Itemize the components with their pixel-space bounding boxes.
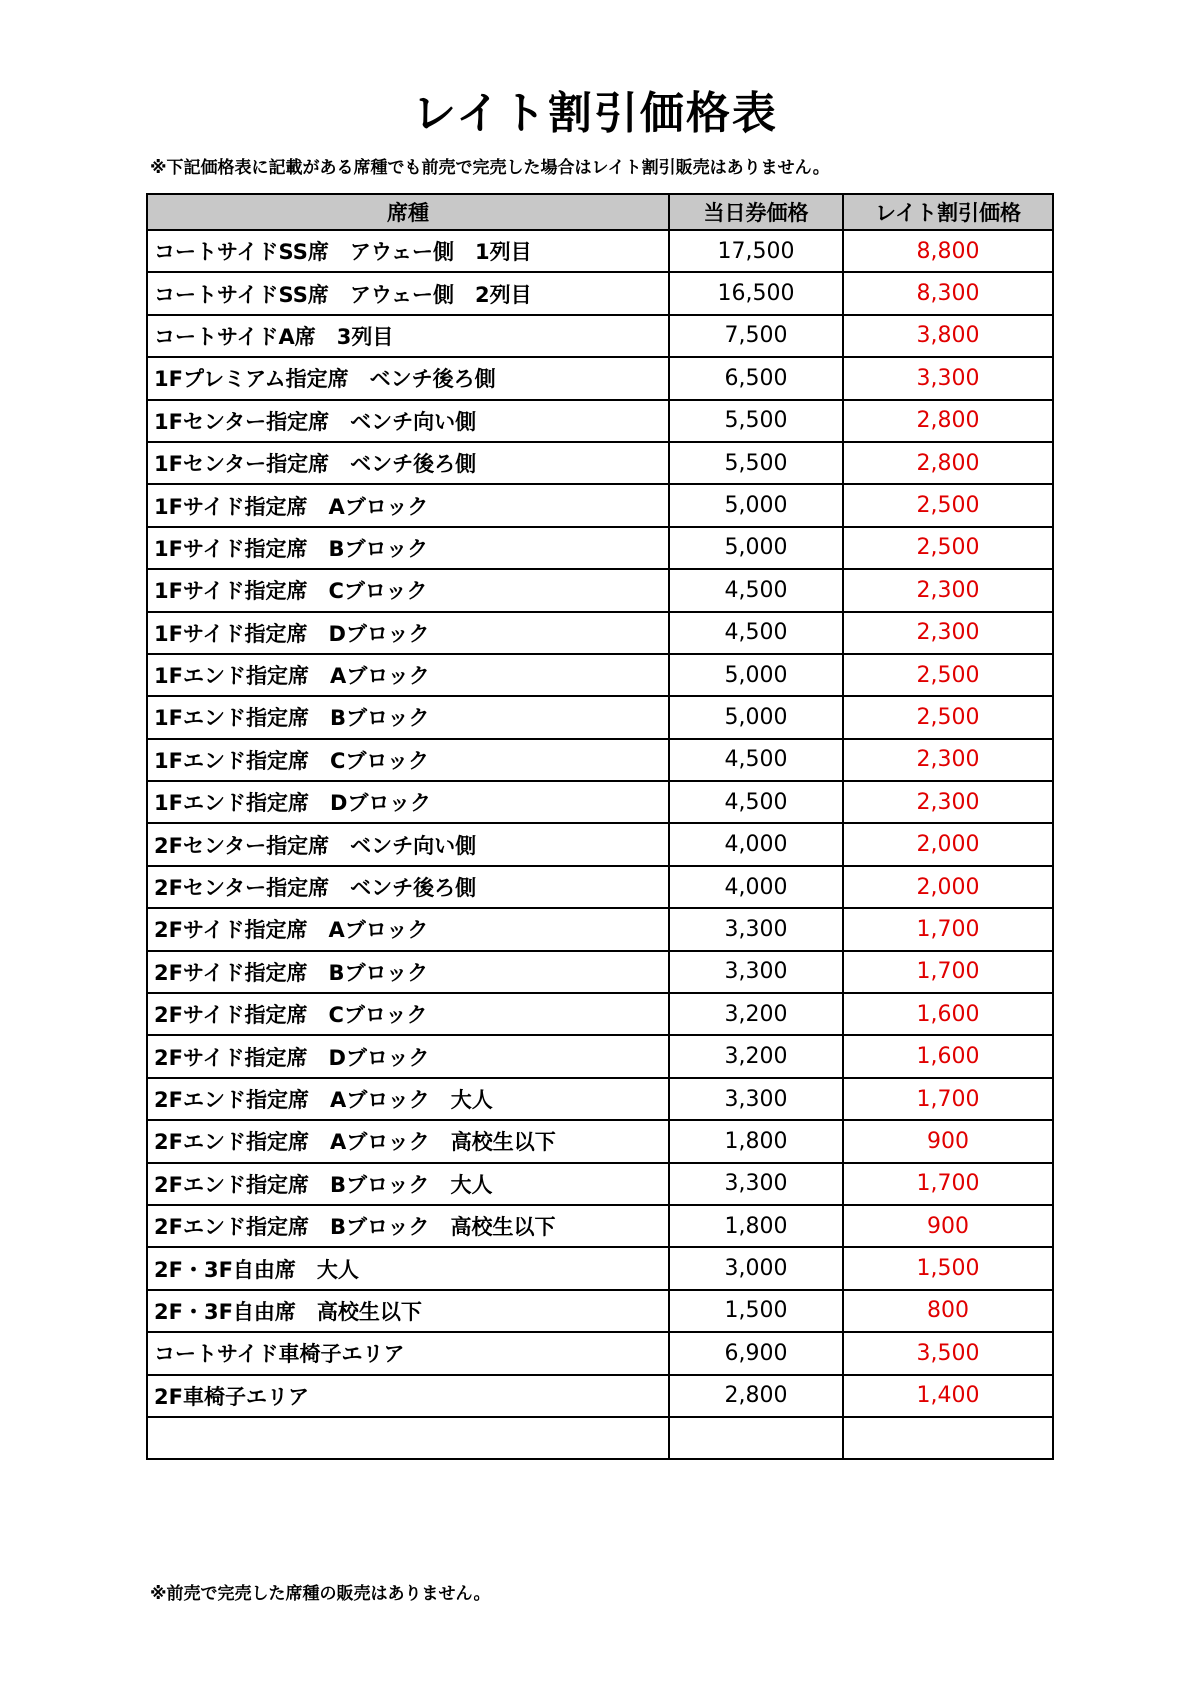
seat-type-cell: 2Fセンター指定席 ベンチ向い側 xyxy=(147,823,669,865)
seat-type-cell: 1Fプレミアム指定席 ベンチ後ろ側 xyxy=(147,357,669,399)
late-price-cell: 8,800 xyxy=(843,230,1053,272)
day-price-cell: 3,200 xyxy=(669,993,843,1035)
day-price-cell: 1,800 xyxy=(669,1205,843,1247)
late-price-cell: 900 xyxy=(843,1205,1053,1247)
table-row xyxy=(147,400,1053,442)
late-price-cell: 3,300 xyxy=(843,357,1053,399)
table-row xyxy=(147,315,1053,357)
header-seat-type: 席種 xyxy=(147,194,669,230)
table-row xyxy=(147,442,1053,484)
footer-note: ※前売で完売した席種の販売はありません。 xyxy=(150,1584,491,1604)
day-price-cell: 3,200 xyxy=(669,1035,843,1077)
late-price-cell: 2,500 xyxy=(843,484,1053,526)
day-price-cell: 4,500 xyxy=(669,612,843,654)
day-price-cell: 3,300 xyxy=(669,1163,843,1205)
day-price-cell: 3,300 xyxy=(669,908,843,950)
day-price-cell: 5,000 xyxy=(669,527,843,569)
seat-type-cell: 2Fエンド指定席 Aブロック 高校生以下 xyxy=(147,1120,669,1162)
day-price-cell: 17,500 xyxy=(669,230,843,272)
table-row xyxy=(147,696,1053,738)
table-row xyxy=(147,230,1053,272)
late-price-cell: 2,300 xyxy=(843,612,1053,654)
header-late-price: レイト割引価格 xyxy=(843,194,1053,230)
day-price-cell: 5,000 xyxy=(669,654,843,696)
late-price-cell: 1,600 xyxy=(843,993,1053,1035)
day-price-cell: 1,500 xyxy=(669,1290,843,1332)
table-row xyxy=(147,1332,1053,1374)
late-price-cell: 2,800 xyxy=(843,400,1053,442)
late-price-cell: 1,700 xyxy=(843,951,1053,993)
seat-type-cell: 1Fサイド指定席 Dブロック xyxy=(147,612,669,654)
late-price-cell: 2,000 xyxy=(843,866,1053,908)
seat-type-cell: 2Fサイド指定席 Dブロック xyxy=(147,1035,669,1077)
late-price-cell: 900 xyxy=(843,1120,1053,1162)
late-price-cell: 2,000 xyxy=(843,823,1053,865)
day-price-cell: 1,800 xyxy=(669,1120,843,1162)
seat-type-cell: 2Fエンド指定席 Bブロック 大人 xyxy=(147,1163,669,1205)
seat-type-cell: 2Fエンド指定席 Aブロック 大人 xyxy=(147,1078,669,1120)
day-price-cell xyxy=(669,1417,843,1459)
seat-type-cell: 2Fセンター指定席 ベンチ後ろ側 xyxy=(147,866,669,908)
table-row xyxy=(147,1375,1053,1417)
table-row xyxy=(147,866,1053,908)
day-price-cell: 7,500 xyxy=(669,315,843,357)
table-row xyxy=(147,1417,1053,1459)
table-row xyxy=(147,612,1053,654)
seat-type-cell xyxy=(147,1417,669,1459)
day-price-cell: 2,800 xyxy=(669,1375,843,1417)
day-price-cell: 5,000 xyxy=(669,696,843,738)
late-price-cell: 2,500 xyxy=(843,654,1053,696)
table-row xyxy=(147,1120,1053,1162)
seat-type-cell: コートサイドSS席 アウェー側 2列目 xyxy=(147,272,669,314)
late-price-cell: 1,700 xyxy=(843,1078,1053,1120)
day-price-cell: 4,500 xyxy=(669,781,843,823)
late-price-cell: 2,300 xyxy=(843,781,1053,823)
table-row xyxy=(147,1205,1053,1247)
table-row xyxy=(147,1247,1053,1289)
late-price-cell: 1,600 xyxy=(843,1035,1053,1077)
seat-type-cell: 1Fセンター指定席 ベンチ向い側 xyxy=(147,400,669,442)
seat-type-cell: 2F車椅子エリア xyxy=(147,1375,669,1417)
day-price-cell: 4,500 xyxy=(669,739,843,781)
day-price-cell: 5,500 xyxy=(669,400,843,442)
table-row xyxy=(147,654,1053,696)
late-price-cell xyxy=(843,1417,1053,1459)
table-row xyxy=(147,951,1053,993)
late-price-cell: 2,800 xyxy=(843,442,1053,484)
day-price-cell: 4,000 xyxy=(669,823,843,865)
seat-type-cell: 2Fサイド指定席 Cブロック xyxy=(147,993,669,1035)
table-row xyxy=(147,781,1053,823)
page-title: レイト割引価格表 xyxy=(412,88,778,139)
seat-type-cell: 2Fサイド指定席 Bブロック xyxy=(147,951,669,993)
seat-type-cell: 1Fセンター指定席 ベンチ後ろ側 xyxy=(147,442,669,484)
table-row xyxy=(147,1163,1053,1205)
day-price-cell: 6,500 xyxy=(669,357,843,399)
day-price-cell: 6,900 xyxy=(669,1332,843,1374)
header-day-price: 当日券価格 xyxy=(669,194,843,230)
table-row xyxy=(147,484,1053,526)
seat-type-cell: 1Fサイド指定席 Cブロック xyxy=(147,569,669,611)
day-price-cell: 4,500 xyxy=(669,569,843,611)
table-row xyxy=(147,357,1053,399)
seat-type-cell: 1Fサイド指定席 Aブロック xyxy=(147,484,669,526)
late-price-cell: 3,500 xyxy=(843,1332,1053,1374)
day-price-cell: 3,000 xyxy=(669,1247,843,1289)
late-price-cell: 1,400 xyxy=(843,1375,1053,1417)
table-row xyxy=(147,823,1053,865)
table-row xyxy=(147,1078,1053,1120)
late-price-cell: 1,700 xyxy=(843,1163,1053,1205)
day-price-cell: 3,300 xyxy=(669,1078,843,1120)
day-price-cell: 5,500 xyxy=(669,442,843,484)
day-price-cell: 5,000 xyxy=(669,484,843,526)
seat-type-cell: 2Fエンド指定席 Bブロック 高校生以下 xyxy=(147,1205,669,1247)
late-price-cell: 2,300 xyxy=(843,569,1053,611)
table-row xyxy=(147,569,1053,611)
seat-type-cell: 1Fエンド指定席 Bブロック xyxy=(147,696,669,738)
table-row xyxy=(147,527,1053,569)
table-row xyxy=(147,739,1053,781)
seat-type-cell: コートサイド車椅子エリア xyxy=(147,1332,669,1374)
table-row xyxy=(147,908,1053,950)
table-row xyxy=(147,272,1053,314)
table-header-row xyxy=(147,194,1053,230)
seat-type-cell: コートサイドSS席 アウェー側 1列目 xyxy=(147,230,669,272)
seat-type-cell: 2Fサイド指定席 Aブロック xyxy=(147,908,669,950)
day-price-cell: 16,500 xyxy=(669,272,843,314)
seat-type-cell: 1Fエンド指定席 Cブロック xyxy=(147,739,669,781)
late-price-cell: 1,700 xyxy=(843,908,1053,950)
late-price-cell: 2,500 xyxy=(843,527,1053,569)
seat-type-cell: 1Fエンド指定席 Dブロック xyxy=(147,781,669,823)
notice-text: ※下記価格表に記載がある席種でも前売で完売した場合はレイト割引販売はありません。 xyxy=(150,158,830,178)
seat-type-cell: 2F・3F自由席 大人 xyxy=(147,1247,669,1289)
table-row xyxy=(147,1290,1053,1332)
table-row xyxy=(147,1035,1053,1077)
late-price-cell: 800 xyxy=(843,1290,1053,1332)
late-price-cell: 8,300 xyxy=(843,272,1053,314)
seat-type-cell: 2F・3F自由席 高校生以下 xyxy=(147,1290,669,1332)
seat-type-cell: 1Fサイド指定席 Bブロック xyxy=(147,527,669,569)
day-price-cell: 3,300 xyxy=(669,951,843,993)
table-row xyxy=(147,993,1053,1035)
seat-type-cell: コートサイドA席 3列目 xyxy=(147,315,669,357)
late-price-cell: 2,300 xyxy=(843,739,1053,781)
seat-type-cell: 1Fエンド指定席 Aブロック xyxy=(147,654,669,696)
price-table xyxy=(146,193,1054,1460)
day-price-cell: 4,000 xyxy=(669,866,843,908)
late-price-cell: 3,800 xyxy=(843,315,1053,357)
late-price-cell: 1,500 xyxy=(843,1247,1053,1289)
late-price-cell: 2,500 xyxy=(843,696,1053,738)
